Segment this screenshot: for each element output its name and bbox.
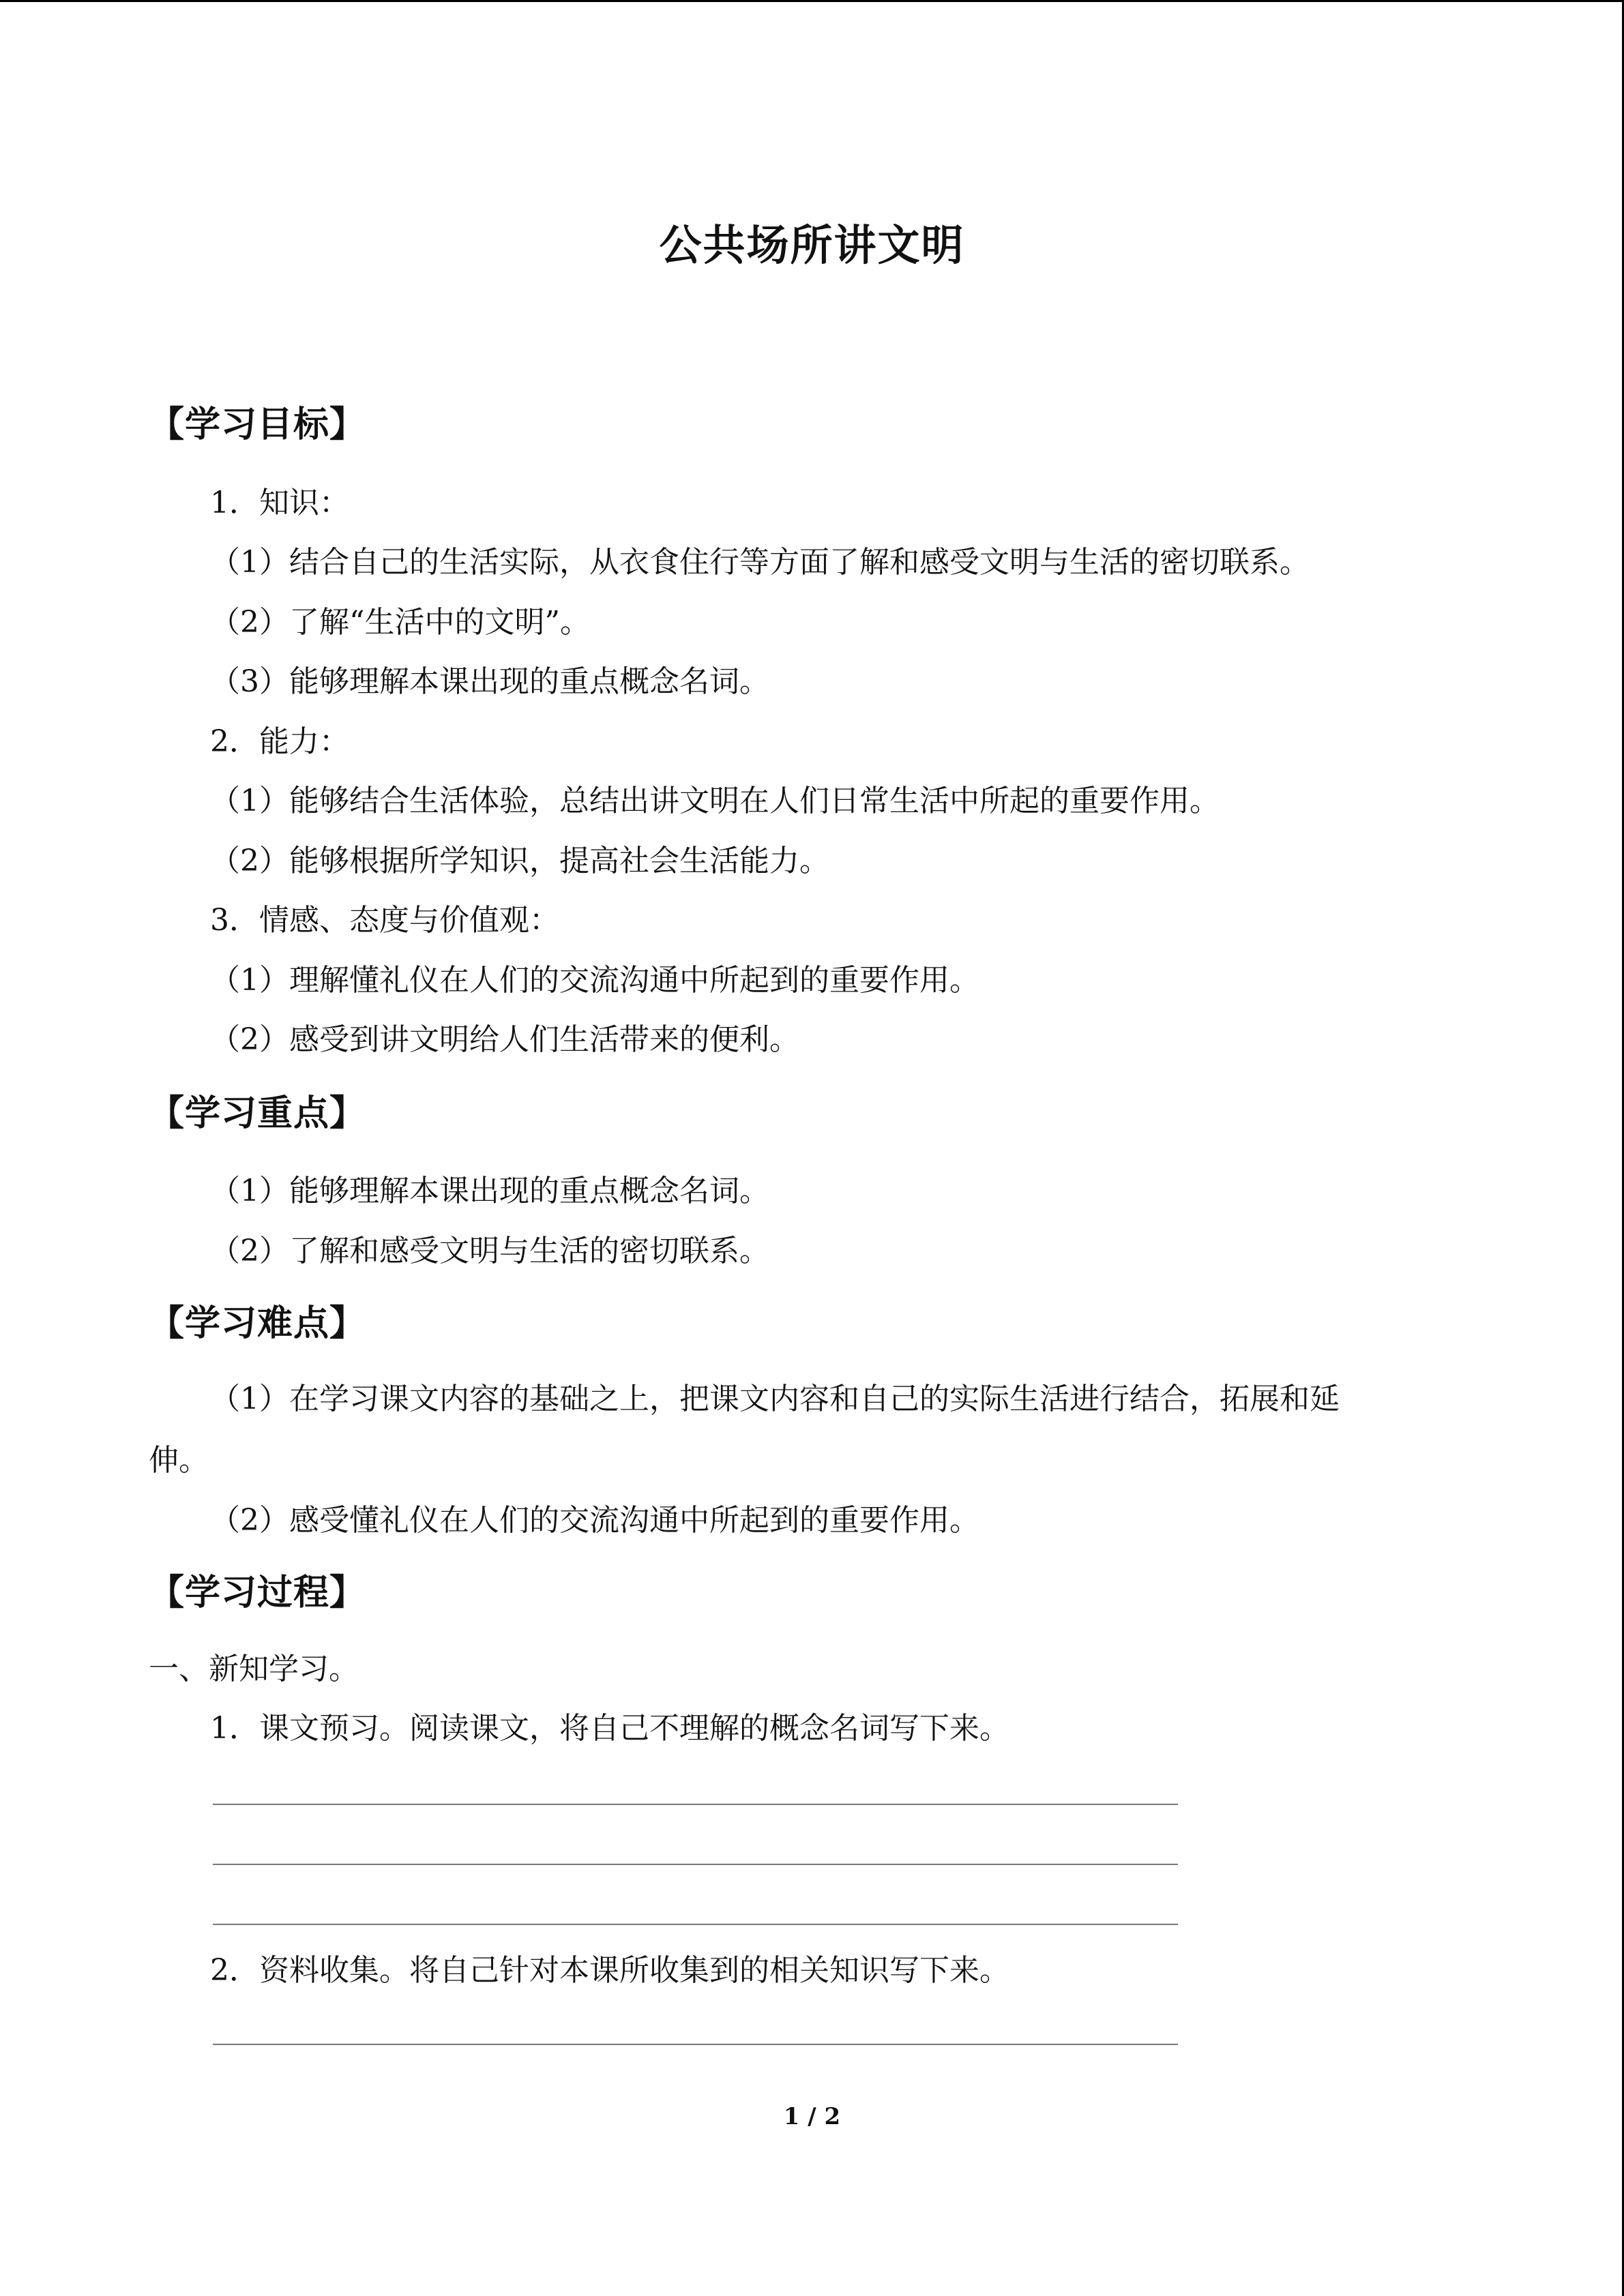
goals-knowledge-item-1: （1）结合自己的生活实际，从衣食住行等方面了解和感受文明与生活的密切联系。 — [210, 545, 1310, 580]
focus-item-2: （2）了解和感受文明与生活的密切联系。 — [210, 1234, 769, 1268]
goals-values-item-1: （1）理解懂礼仪在人们的交流沟通中所起到的重要作用。 — [210, 963, 979, 998]
process-part-1: 一、新知学习。 — [149, 1652, 359, 1686]
answer-line-4[interactable] — [213, 2044, 1178, 2045]
goals-ability-label: 2．能力： — [210, 724, 349, 759]
answer-line-1[interactable] — [213, 1804, 1178, 1805]
difficulty-item-1-line-2: 伸。 — [149, 1443, 209, 1478]
page-number: 1 / 2 — [783, 2103, 841, 2130]
goals-knowledge-item-2: （2）了解“生活中的文明”。 — [210, 605, 590, 640]
process-task-1: 1．课文预习。阅读课文，将自己不理解的概念名词写下来。 — [210, 1711, 1009, 1746]
goals-ability-item-1: （1）能够结合生活体验，总结出讲文明在人们日常生活中所起的重要作用。 — [210, 784, 1220, 818]
goals-knowledge-label: 1．知识： — [210, 486, 349, 520]
section-heading-focus: 【学习重点】 — [149, 1093, 366, 1134]
goals-knowledge-item-3: （3）能够理解本课出现的重点概念名词。 — [210, 664, 769, 699]
process-task-2: 2．资料收集。将自己针对本课所收集到的相关知识写下来。 — [210, 1953, 1009, 1988]
section-heading-difficulty: 【学习难点】 — [149, 1303, 366, 1344]
section-heading-process: 【学习过程】 — [149, 1572, 366, 1613]
goals-values-item-2: （2）感受到讲文明给人们生活带来的便利。 — [210, 1022, 799, 1057]
difficulty-item-2: （2）感受懂礼仪在人们的交流沟通中所起到的重要作用。 — [210, 1503, 979, 1538]
page-border-top — [0, 0, 1624, 2]
focus-item-1: （1）能够理解本课出现的重点概念名词。 — [210, 1174, 769, 1208]
difficulty-item-1-line-1: （1）在学习课文内容的基础之上，把课文内容和自己的实际生活进行结合，拓展和延 — [210, 1382, 1340, 1416]
answer-line-2[interactable] — [213, 1864, 1178, 1865]
answer-line-3[interactable] — [213, 1924, 1178, 1925]
goals-ability-item-2: （2）能够根据所学知识，提高社会生活能力。 — [210, 844, 829, 878]
section-heading-goals: 【学习目标】 — [149, 404, 366, 445]
page-title: 公共场所讲文明 — [659, 220, 965, 270]
goals-values-label: 3．情感、态度与价值观： — [210, 903, 559, 938]
